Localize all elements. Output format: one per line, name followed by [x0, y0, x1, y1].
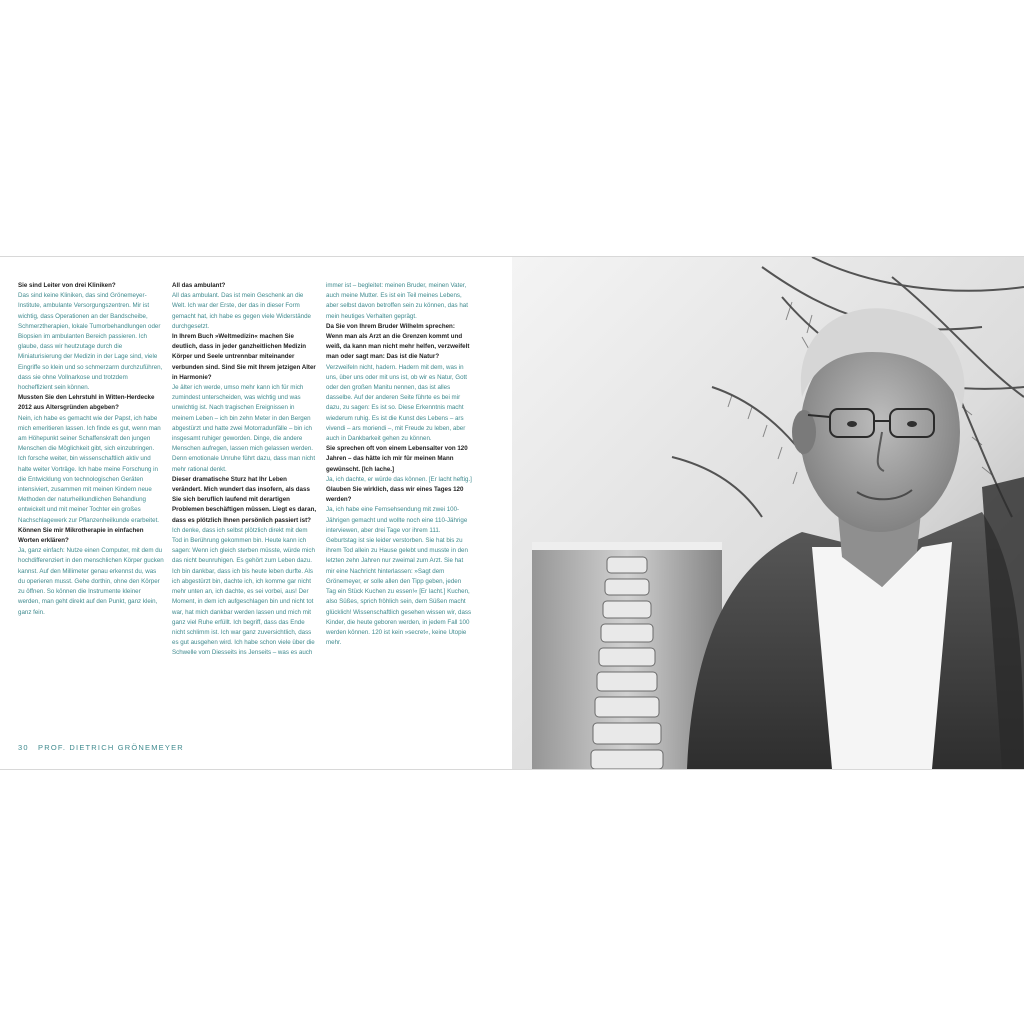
left-page — [0, 257, 512, 769]
page-footer — [18, 743, 184, 752]
interview-question: Dieser dramatische Sturz hat Ihr Leben verändert. Mich wundert das insofern, als dass Sie sich beruflich laufend mit derartigen Problemen beschäftigen müssen. Liegt es daran, dass es plötzlich Ihnen persönlich passiert ist? — [172, 475, 317, 524]
page-number: 30 — [18, 743, 29, 752]
interview-answer: Ja, ich habe eine Fernsehsendung mit zwei 100-Jährigen gemacht und wollte noch eine 110-Jährige interviewen, aber drei Tage vor ihrem 111. Geburtstag ist sie leider verstorben. Sie hat bis zu ihrem Tod allein zu Hause gelebt und musste in den letzten zehn Jahren nur zweimal zum Arzt. Sie hat mir eine Nachricht hinterlassen: »Sagt dem Grönemeyer, er solle allen den Tipp geben, jeden Tag ein Stück Kuchen zu essen!« [Er lacht.] Kuchen, also Süßes, sprich fröhlich sein, dem Süßen macht glücklich! Wissenschaftlich gesehen wissen wir, dass Kinder, die heute geboren werden, in jedem Fall 100 werden können. 120 ist kein »secret«, keine Utopie mehr. — [326, 506, 472, 647]
interview-question: Mussten Sie den Lehrstuhl in Witten-Herdecke 2012 aus Altersgründen abgeben? — [18, 394, 155, 412]
book-spread — [0, 256, 1024, 770]
interview-answer: All das ambulant. Das ist mein Geschenk an die Welt. Ich war der Erste, der das in dieser Form gemacht hat, ich habe es gegen viele Widerstände durchgesetzt. — [172, 292, 311, 330]
interview-answer: immer ist – begleitet: meinen Bruder, meinen Vater, auch meine Mutter. Es ist ein Teil meines Lebens, aber selbst davon betroffen sein zu können, das hat mein heutiges Verhalten geprägt. — [326, 282, 468, 320]
text-column-1 — [18, 281, 164, 618]
text-column-3 — [326, 281, 472, 648]
interview-answer: Je älter ich werde, umso mehr kann ich für mich zumindest unterscheiden, was wichtig und was unwichtig ist. Nach tragischen Ereignissen in meinem Leben – ich bin zehn Meter in den Bergen abgestürzt und hatte zwei Motorradunfälle – bin ich insgesamt ruhiger geworden. Dinge, die andere Menschen aufregen, lassen mich gelassen werden. Denn emotionale Unruhe führt dazu, dass man nicht mehr rational denkt. — [172, 384, 316, 473]
interview-question: Da Sie von Ihrem Bruder Wilhelm sprechen: Wenn man als Arzt an die Grenzen kommt und weiß, da kann man nicht mehr helfen, verzweifelt man oder sagt man: Das ist die Natur? — [326, 322, 470, 361]
interview-answer: Nein, ich habe es gemacht wie der Papst, ich habe mich emeritieren lassen. Ich finde es gut, wenn man am Höhepunkt seiner Schaffenskraft den jungen Menschen die Möglichkeit gibt, sich einzubringen. Ich forsche weiter, bin wissenschaftlich aktiv und halte weiter Vorträge. Ich habe meine Forschung in die Entwicklung von technologischen Geräten intensiviert, zusammen mit meinen Kindern neue Methoden der naturheilkundlichen Behandlung entwickelt und mit meiner Tochter ein großes Nachschlagewerk zur Pflanzenheilkunde erarbeitet. — [18, 414, 161, 524]
interview-question: In Ihrem Buch »Weltmedizin« machen Sie deutlich, dass in jeder ganzheitlichen Medizin Körper und Seele untrennbar miteinander verbunden sind. Sind Sie mit Ihrem jetzigen Alter in Harmonie? — [172, 333, 316, 381]
interview-question: Sie sprechen oft von einem Lebensalter von 120 Jahren – das hätte ich mir für meinen Mann gewünscht. [Ich lache.] — [326, 445, 468, 473]
interview-question: All das ambulant? — [172, 282, 226, 289]
interview-question: Sie sind Leiter von drei Kliniken? — [18, 282, 116, 289]
interview-answer: Das sind keine Kliniken, das sind Grönemeyer-Institute, ambulante Versorgungszentren. Mir ist wichtig, dass Operationen an der Bandscheibe, Schmerztherapien, lokale Tumorbehandlungen oder Biopsien im ambulanten Bereich passieren. Ich glaube, dass wir heutzutage durch die Miniaturisierung der Medizin in der Lage sind, viele Eingriffe so klein und so schmerzarm durchzuführen, dass sie ohne Vollnarkose und trotzdem hocheffizient sein können. — [18, 292, 163, 392]
interview-answer: Verzweifeln nicht, hadern. Hadern mit dem, was in uns, über uns oder mit uns ist, ob wir es Natur, Gott oder den großen Manitu nennen, das ist alles dasselbe. Auf der anderen Seite führte es bei mir dazu, zu sagen: Es ist so. Diese Erkenntnis macht wiederum ruhig. Es ist die Kunst des Lebens – ars vivendi – ars moriendi –, mit Freude zu leben, aber auch in Dankbarkeit gehen zu können. — [326, 363, 468, 443]
interview-answer: Ja, ganz einfach: Nutze einen Computer, mit dem du hochdifferenziert in den menschlichen Körper gucken kannst. Auf den Millimeter genau erkennst du, was du operieren musst. Gehe dorthin, ohne den Körper zu öffnen. So können die Instrumente kleiner werden, man geht direkt auf den Punkt, ganz klein, ganz fein. — [18, 547, 164, 616]
running-title: PROF. DIETRICH GRÖNEMEYER — [38, 743, 184, 752]
portrait-photo — [512, 257, 1024, 769]
interview-answer: Ich denke, dass ich selbst plötzlich direkt mit dem Tod in Berührung gekommen bin. Heute kann ich sagen: Wenn ich gleich sterben müsste, würde mich das nicht beunruhigen. Es gehört zum Leben dazu. Ich bin dankbar, dass ich bis heute leben durfte. Als ich abgestürzt bin, dachte ich, ich komme gar nicht mehr unten an, ich dachte, es sei vorbei, aus! Der Moment, in dem ich aufgeschlagen bin und nicht tot war, hat mich dankbar werden lassen und mich mit ganz viel Ruhe erfüllt. Ich begriff, dass das Ende nicht schlimm ist. Ich war ganz zuversichtlich, dass es gut ausgehen wird. Ich habe schon viele über die Schwelle vom Diesseits ins Jenseits – was es auch — [172, 526, 315, 657]
interview-question: Glauben Sie wirklich, dass wir eines Tages 120 werden? — [326, 486, 464, 504]
interview-question: Können Sie mir Mikrotherapie in einfachen Worten erklären? — [18, 526, 144, 545]
text-column-2 — [172, 281, 318, 659]
portrait-illustration — [512, 257, 1024, 769]
interview-answer: Ja, ich dachte, er würde das können. [Er lacht heftig.] — [326, 475, 472, 483]
